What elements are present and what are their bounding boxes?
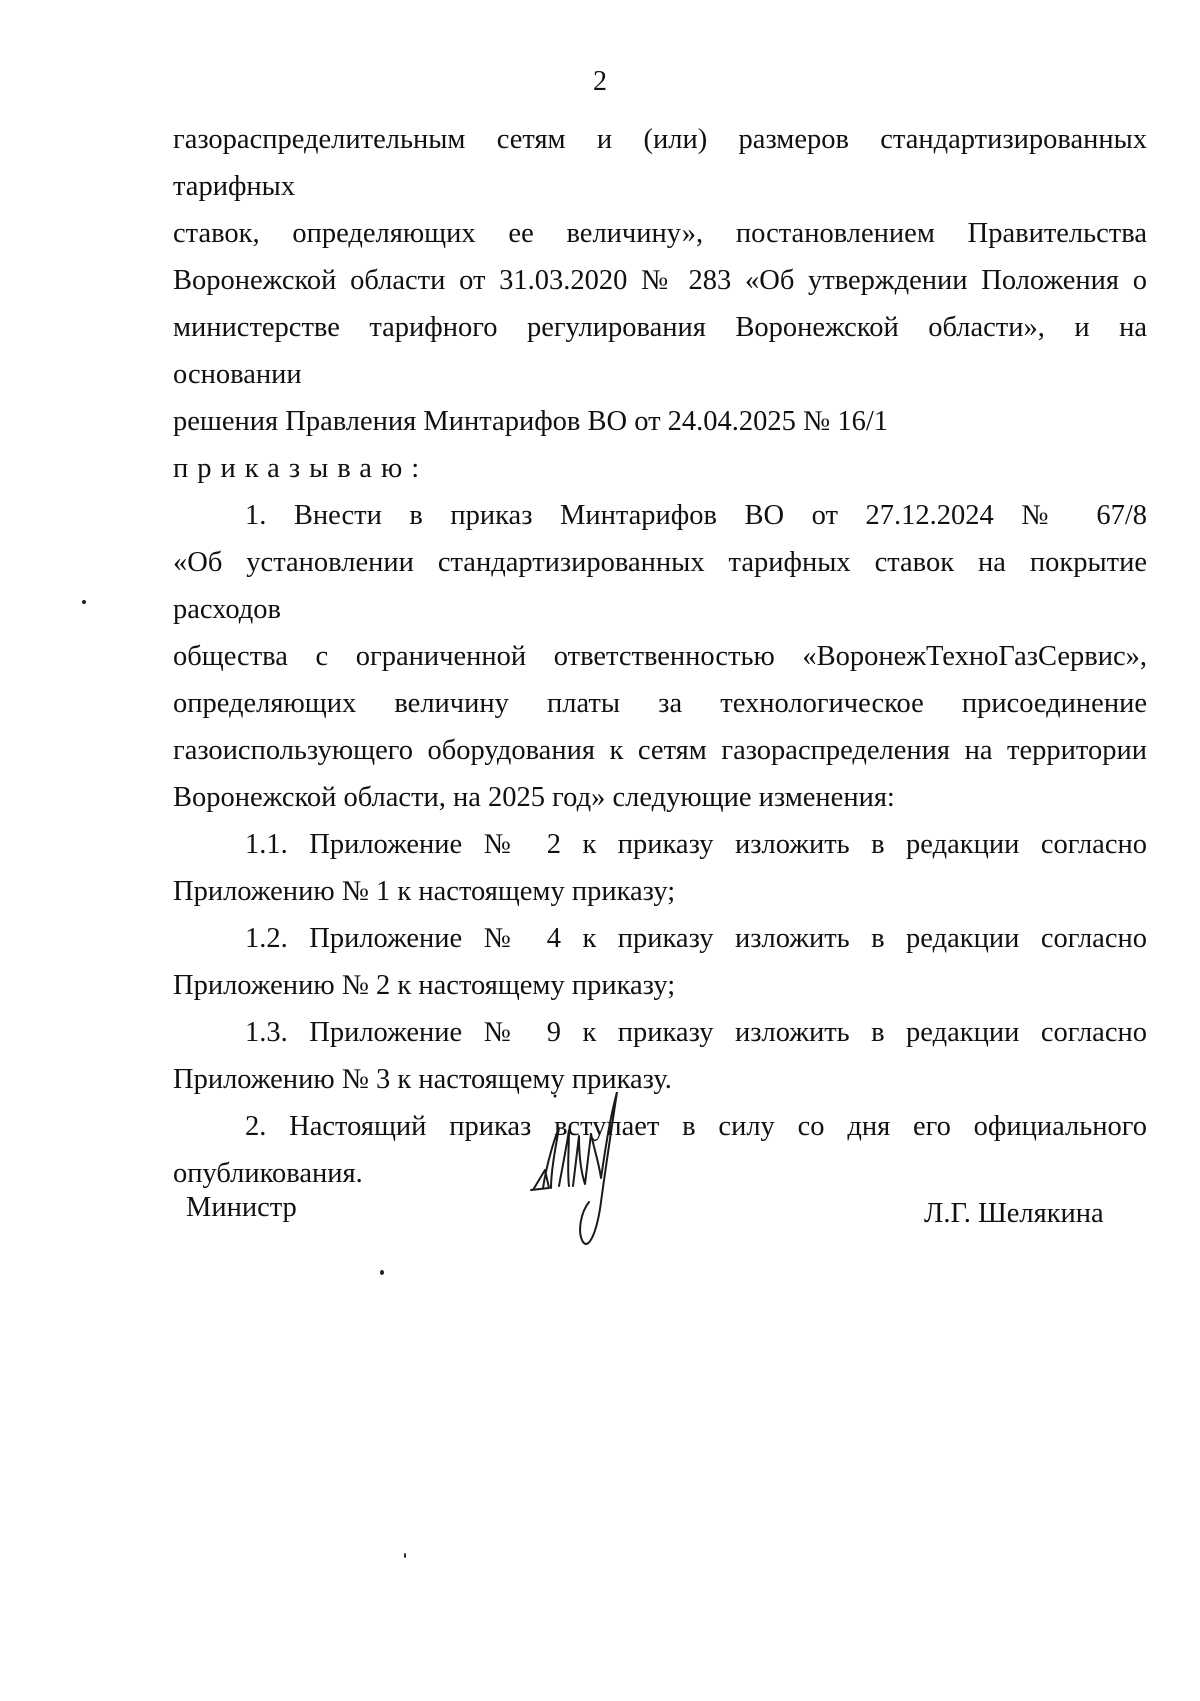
body-line: 1.2. Приложение № 4 к приказу изложить в редакции согласно	[245, 923, 1147, 954]
body-line: 2. Настоящий приказ вступает в силу со дня его официального	[245, 1111, 1147, 1142]
signature-block	[0, 1180, 1200, 1320]
signatory-title: Министр	[186, 1192, 297, 1223]
body-line: ставок, определяющих ее величину», постановлением Правительства	[173, 218, 1147, 249]
handwritten-signature	[525, 1092, 655, 1292]
body-line: газораспределительным сетям и (или) размеров стандартизированных тарифных	[173, 124, 1147, 202]
signatory-name: Л.Г. Шелякина	[924, 1198, 1104, 1229]
body-line: общества с ограниченной ответственностью «ВоронежТехноГазСервис»,	[173, 641, 1147, 672]
scan-speck	[82, 600, 86, 604]
body-line: опубликования.	[173, 1158, 363, 1189]
body-line: определяющих величину платы за технологическое присоединение	[173, 688, 1147, 719]
body-line: Приложению № 3 к настоящему приказу.	[173, 1064, 672, 1095]
page-number: 2	[593, 66, 607, 97]
body-line: Приложению № 2 к настоящему приказу;	[173, 970, 676, 1001]
body-line: Приложению № 1 к настоящему приказу;	[173, 876, 676, 907]
body-line: Воронежской области от 31.03.2020 № 283 «Об утверждении Положения о	[173, 265, 1147, 296]
body-line: 1.3. Приложение № 9 к приказу изложить в редакции согласно	[245, 1017, 1147, 1048]
body-line: газоиспользующего оборудования к сетям газораспределения на территории	[173, 735, 1147, 766]
body-line: 1. Внести в приказ Минтарифов ВО от 27.12.2024 № 67/8	[245, 500, 1147, 531]
body-line: решения Правления Минтарифов ВО от 24.04.2025 № 16/1	[173, 406, 889, 437]
order-word: приказываю:	[173, 453, 429, 484]
document-body	[173, 116, 1147, 1197]
body-line: министерстве тарифного регулирования Воронежской области», и на основании	[173, 312, 1147, 390]
body-line: Воронежской области, на 2025 год» следующие изменения:	[173, 782, 895, 813]
body-line: 1.1. Приложение № 2 к приказу изложить в редакции согласно	[245, 829, 1147, 860]
scan-speck	[404, 1553, 406, 1558]
body-line: «Об установлении стандартизированных тарифных ставок на покрытие расходов	[173, 547, 1147, 625]
